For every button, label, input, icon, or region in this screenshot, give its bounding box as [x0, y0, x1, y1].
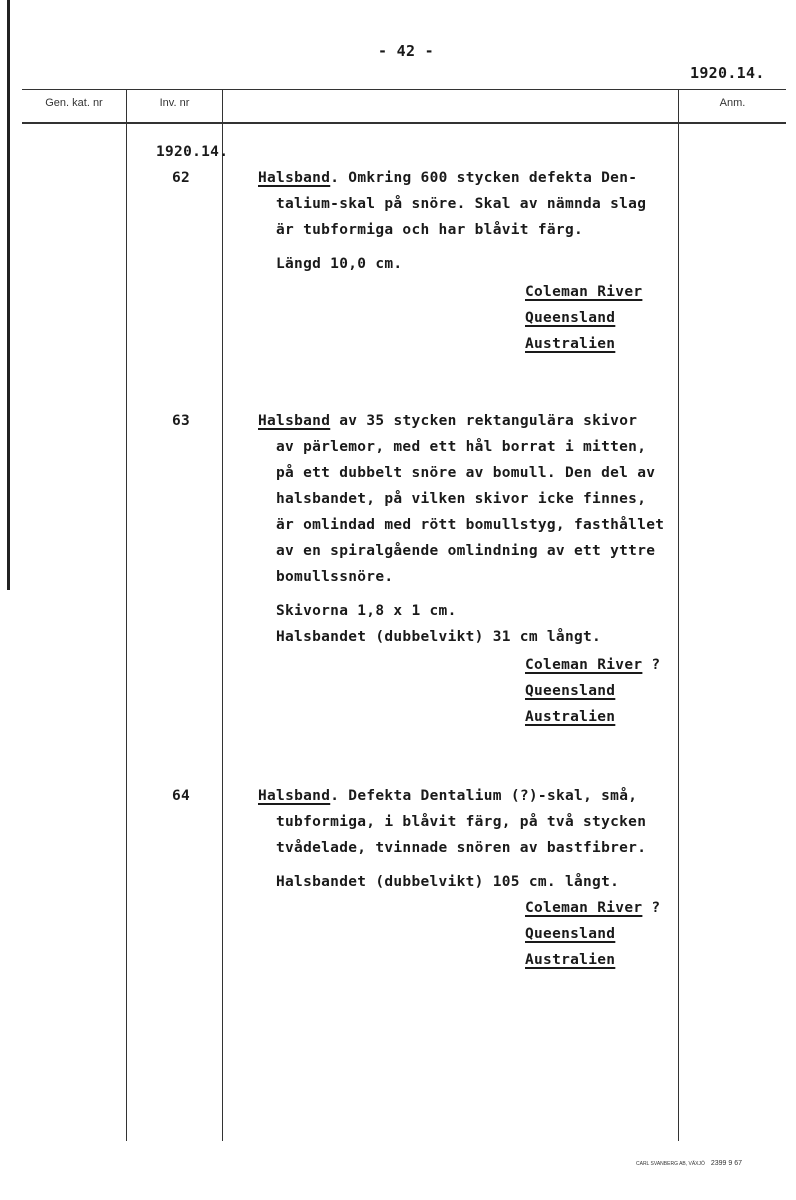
column-header-anm: Anm.: [719, 97, 746, 109]
entry-place: Australien: [525, 709, 616, 725]
entry-inv-number: 62: [172, 170, 191, 186]
entry-description-line: av pärlemor, med ett hål borrat i mitten,: [276, 439, 647, 455]
year-header: 1920.14.: [690, 64, 765, 82]
page-number: - 42 -: [378, 42, 434, 60]
entry-text: av 35 stycken rektangulära skivor: [330, 413, 638, 429]
entry-year: 1920.14.: [156, 144, 229, 160]
entry-description-line: [258, 413, 637, 429]
column-header-gen-kat: Gen. kat. nr: [45, 97, 103, 109]
entry-place-query: ?: [651, 900, 661, 916]
entry-text: . Omkring 600 stycken defekta Den-: [330, 170, 638, 186]
entry-measurement: Halsbandet (dubbelvikt) 31 cm långt.: [276, 629, 602, 645]
entry-place: Coleman River: [525, 900, 643, 916]
entry-description-line: är tubformiga och har blåvit färg.: [276, 222, 584, 238]
entry-description-line: av en spiralgående omlindning av ett yttre: [276, 543, 656, 559]
entry-description-line: [258, 788, 637, 804]
entry-measurement: Skivorna 1,8 x 1 cm.: [276, 603, 457, 619]
printer-imprint: [636, 1160, 742, 1167]
entry-place: Australien: [525, 336, 616, 352]
entry-place-query: ?: [651, 657, 661, 673]
entry-title: Halsband: [258, 788, 331, 804]
entry-title: Halsband: [258, 170, 331, 186]
entry-place: Coleman River: [525, 284, 643, 300]
entry-description-line: [258, 170, 637, 186]
left-binding-line: [7, 0, 10, 590]
entry-title: Halsband: [258, 413, 331, 429]
entry-description-line: på ett dubbelt snöre av bomull. Den del av: [276, 465, 656, 481]
entry-description-line: halsbandet, på vilken skivor icke finnes,: [276, 491, 647, 507]
column-divider-3: [678, 89, 679, 1141]
entry-description-line: tvådelade, tvinnade snören av bastfibrer.: [276, 840, 647, 856]
column-header-inv: Inv. nr: [159, 97, 190, 109]
table-header-rule: [22, 122, 786, 124]
entry-place: Australien: [525, 952, 616, 968]
entry-description-line: bomullssnöre.: [276, 569, 394, 585]
table-top-rule: [22, 89, 786, 90]
column-divider-2: [222, 89, 223, 1141]
form-code: 2399 9 67: [710, 1160, 743, 1167]
entry-description-line: är omlindad med rött bomullstyg, fasthållet: [276, 517, 665, 533]
entry-inv-number: 64: [172, 788, 191, 804]
entry-place: Queensland: [525, 926, 616, 942]
entry-place: Queensland: [525, 683, 616, 699]
entry-measurement: Längd 10,0 cm.: [276, 256, 403, 272]
entry-inv-number: 63: [172, 413, 191, 429]
entry-description-line: tubformiga, i blåvit färg, på två stycken: [276, 814, 647, 830]
printer-name: CARL SVANBERG AB, VÄXJÖ: [636, 1161, 705, 1167]
entry-place: Coleman River: [525, 657, 643, 673]
entry-place-line: [525, 657, 660, 673]
entry-place-line: [525, 900, 660, 916]
entry-text: . Defekta Dentalium (?)-skal, små,: [330, 788, 638, 804]
entry-place: Queensland: [525, 310, 616, 326]
entry-description-line: talium-skal på snöre. Skal av nämnda slag: [276, 196, 647, 212]
entry-measurement: Halsbandet (dubbelvikt) 105 cm. långt.: [276, 874, 620, 890]
column-divider-1: [126, 89, 127, 1141]
